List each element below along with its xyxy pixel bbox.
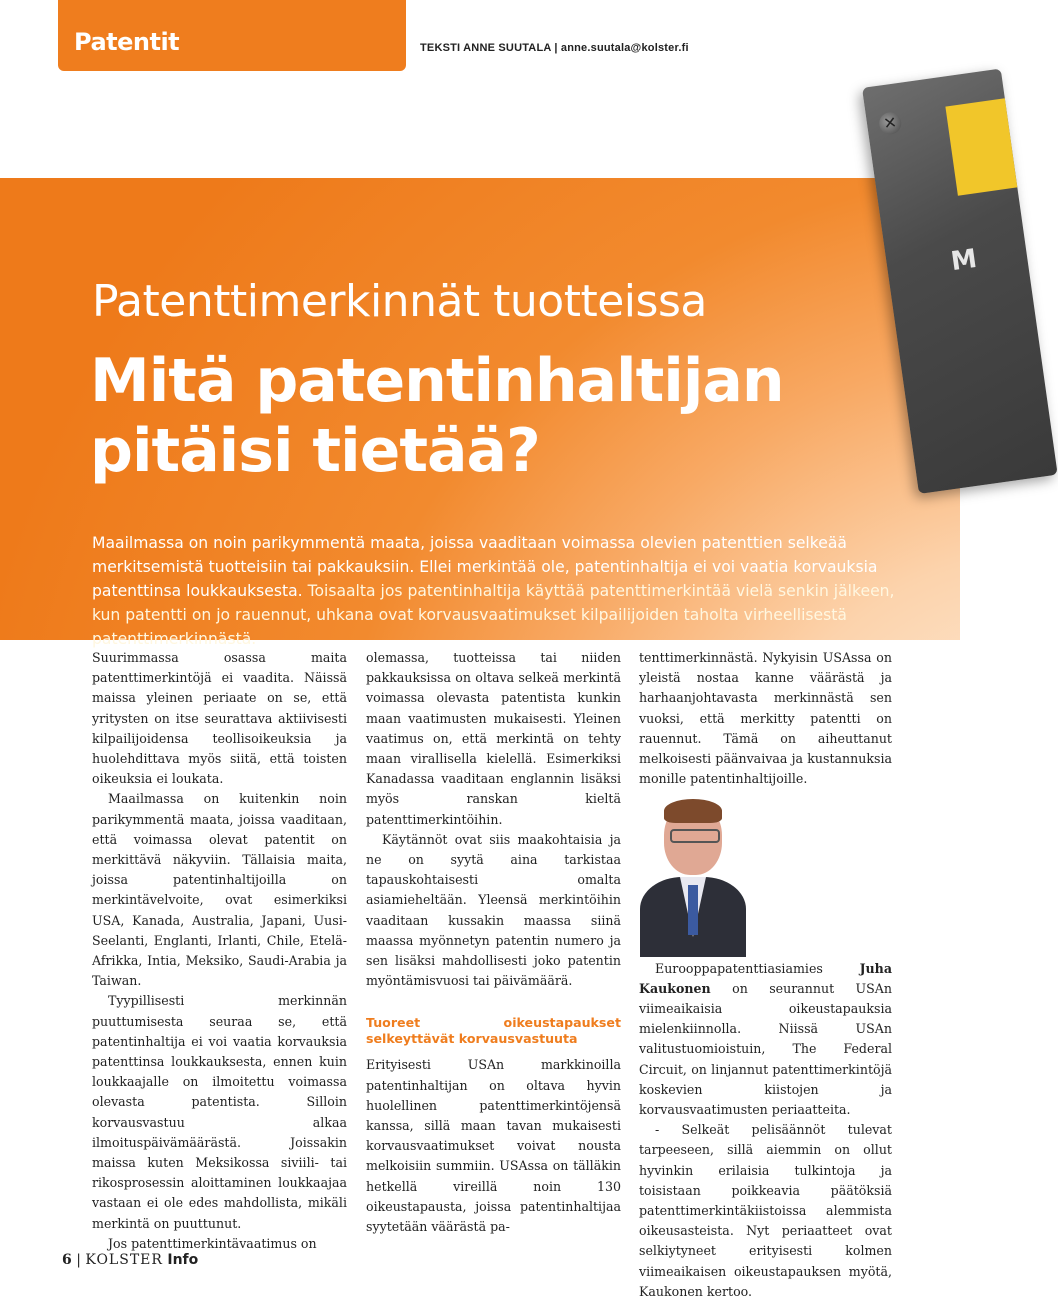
paragraph: tenttimerkinnästä. Nykyisin USAssa on yleistä nostaa kanne väärästä ja harhaanjohtavasta merkinnästä sen vuoksi, että merkitty patentti on rauennut. Tämä on aiheuttanut melkoisesti päänvaivaa ja kustannuksia monille patentinhaltijoille. bbox=[639, 650, 892, 787]
page-footer bbox=[62, 1252, 198, 1268]
paragraph: Maailmassa on kuitenkin noin parikymmentä maata, joissa vaaditaan, että voimassa olevat patentit on merkittävä näkyviin. Tällaisia maita, joissa patentinhaltijoilla on merkintävelvoite, ovat esimerkiksi USA, Kanada, Australia, Japani, Uusi-Seelanti, Englanti, Irlanti, Chile, Etelä-Afrikka, Intia, Meksiko, Saudi-Arabia ja Taiwan. bbox=[92, 791, 347, 989]
article-kicker: Patenttimerkinnät tuotteissa bbox=[92, 276, 707, 327]
subheading: Tuoreet oikeustapaukset selkeyttävät korvausvastuuta bbox=[366, 1015, 621, 1047]
screw-icon: ✕ bbox=[878, 111, 903, 136]
lead-part-1: Maailmassa on noin parikymmentä maata, joissa vaaditaan voimassa olevien patenttien selkeää merkitsemistä tuotteisiin tai pakkauksiin. Ellei merkintää ole, patentinhaltija ei voi vaatia korvauksia patenttinsa loukkauksesta. bbox=[92, 534, 878, 600]
plate-text: M bbox=[949, 243, 979, 278]
article-title bbox=[90, 346, 890, 486]
footer-separator: | bbox=[76, 1252, 81, 1268]
paragraph: Suurimmassa osassa maita patenttimerkintöjä ei vaadita. Näissä maissa yleinen periaate on se, että yritysten on itse seurattava aktiivisesti kilpailijoidensa teollisoikeuksia ja huolehdittava myös siitä, että toisten oikeuksia ei loukata. bbox=[92, 650, 347, 787]
paragraph: Erityisesti USAn markkinoilla patentinhaltijan on oltava hyvin huolellinen patenttimerkintöjensä kanssa, sillä maan tavan mukaisesti korvausvaatimukset voivat nousta melkoisiin summiin. USAssa on tälläkin hetkellä vireillä noin 130 oikeustapausta, joissa patentinhaltijaa syytetään väärästä pa- bbox=[366, 1057, 621, 1235]
title-line-2: pitäisi tietää? bbox=[90, 416, 540, 486]
brand-name: KOLSTER bbox=[85, 1252, 163, 1268]
column-3 bbox=[639, 648, 892, 789]
person-name: Juha Kaukonen bbox=[639, 960, 892, 996]
brand-info: Info bbox=[167, 1252, 199, 1268]
paragraph: - Selkeät pelisäännöt tulevat tarpeeseen, sillä aiemmin on ollut hyvinkin erilaisia tulkintoja ja toisistaan poikkeavia päätöksiä patenttimerkintäkiistoissa alemmista oikeusasteista. Nyt periaatteet ovat selkiytyneet erityisesti kolmen viimeaikaisen oikeustapauksen myötä, Kaukonen kertoo. bbox=[639, 1122, 892, 1299]
article-lead bbox=[92, 531, 902, 651]
section-tab bbox=[58, 0, 406, 71]
paragraph: Jos patenttimerkintävaatimus on bbox=[108, 1235, 317, 1251]
photo-float-spacer bbox=[639, 797, 760, 959]
section-label: Patentit bbox=[74, 28, 180, 56]
byline: TEKSTI ANNE SUUTALA | anne.suutala@kolster.fi bbox=[420, 42, 689, 54]
paragraph: Käytännöt ovat siis maakohtaisia ja ne on syytä aina tarkistaa tapauskohtaisesti omalta asiamieheltään. Yleensä merkintöihin vaaditaan kussakin maassa siinä maassa myönnetyn patentin numero ja sen lisäksi mahdollisesti joko patentin myöntämisvuosi tai päivämäärä. bbox=[366, 831, 621, 989]
column-2 bbox=[366, 648, 621, 1237]
paragraph: Tyypillisesti merkinnän puuttumisesta seuraa se, että patentinhaltija ei voi vaatia korvauksia patenttinsa loukkauksesta, ennen kuin loukkaajalle on ilmoitettu voimassa olevasta patentista. Silloin korvausvastuu alkaa ilmoituspäivämäärästä. Joissakin maissa kuten Meksikossa siviili- tai rikosprosessin aloittaminen loukkaajaa vastaan ei ole edes mahdollista, mikäli merkintä on puuttunut. bbox=[92, 993, 347, 1231]
paragraph: olemassa, tuotteissa tai niiden pakkauksissa on oltava selkeä merkintä voimassa olevasta patentista kunkin maan vaatimusten mukaisesti. Yleinen vaatimus on, että merkintä on tehty maan virallisella kielellä. Esimerkiksi Kanadassa vaaditaan englannin lisäksi myös ranskan kieltä patenttimerkintöihin. bbox=[366, 650, 621, 827]
title-line-1: Mitä patentinhaltijan bbox=[90, 346, 784, 416]
column-1 bbox=[92, 648, 347, 1254]
text-run: on seurannut USAn viimeaikaisia oikeustapauksia mielenkiinnolla. Niissä USAn valitustuomioistuin, The Federal Circuit, on linjannut patenttimerkintöjä koskevien kiistojen ja korvausvaatimusten periaatteita. bbox=[639, 980, 892, 1118]
column-3-continued bbox=[639, 797, 892, 1302]
page-number: 6 bbox=[62, 1252, 72, 1268]
lead-part-2: Toisaalta jos patentinhaltija käyttää patenttimerkintää vielä senkin jälkeen, kun patentti on jo rauennut, uhkana ovat korvausvaatimukset kilpailijoiden taholta virheellisestä patenttimerkinnästä. bbox=[92, 582, 895, 648]
text-run: Eurooppapatenttiasiamies bbox=[655, 960, 860, 976]
plate-yellow-label bbox=[945, 98, 1017, 195]
